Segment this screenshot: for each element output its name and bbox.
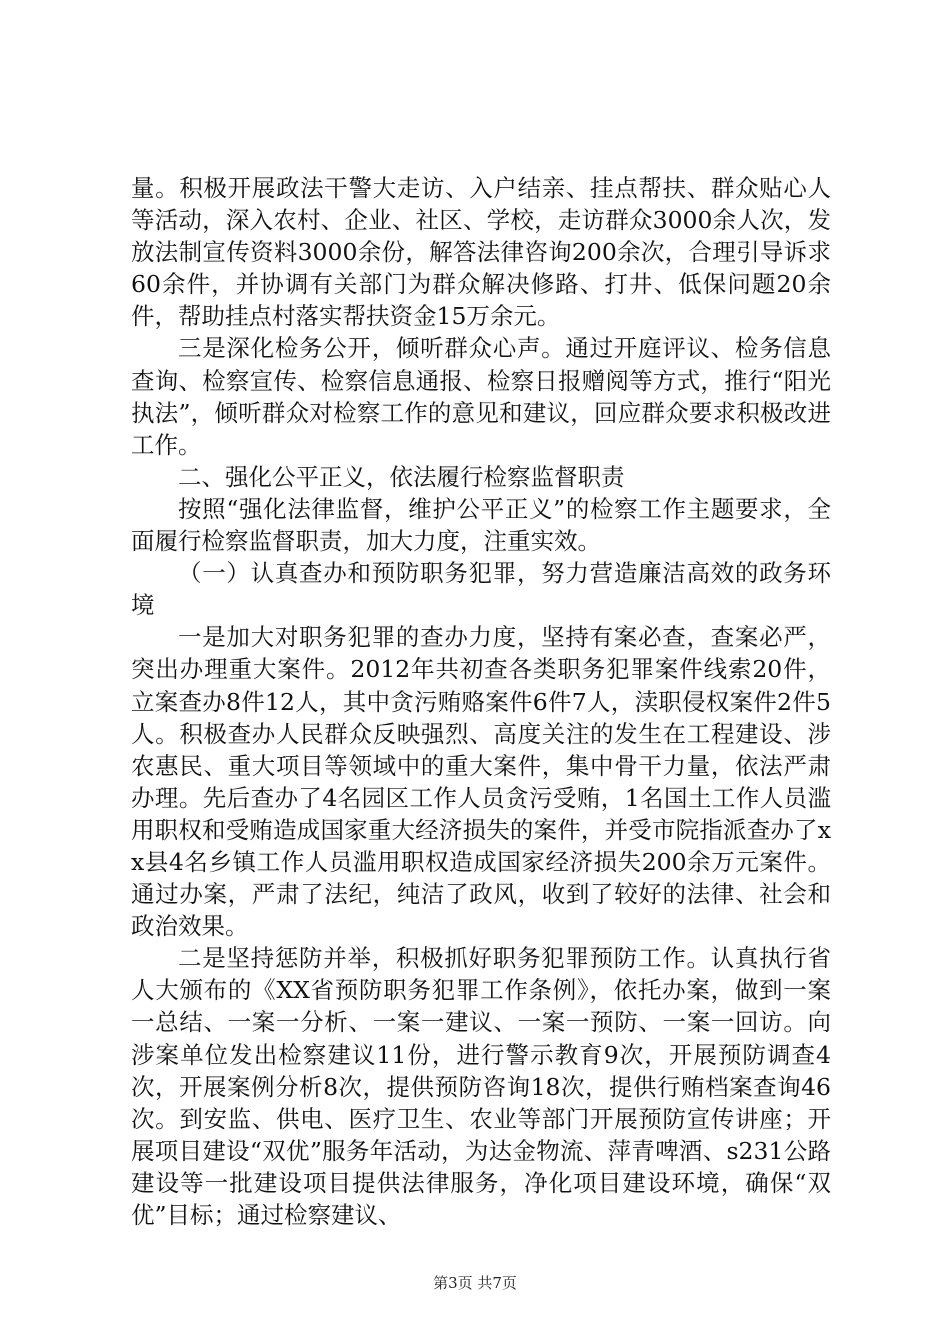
paragraph-item-three: 三是深化检务公开，倾听群众心声。通过开庭评议、检务信息查询、检察宣传、检察信息通报、检察日报赠阅等方式，推行“阳光执法”，倾听群众对检察工作的意见和建议，回应群众要求积极改进工作。 — [131, 334, 831, 459]
page-footer: 第3页 共7页 — [433, 1274, 517, 1292]
paragraph-section-intro: 按照“强化法律监督，维护公平正义”的检察工作主题要求，全面履行检察监督职责，加大力度，注重实效。 — [131, 494, 831, 556]
paragraph-item-one: 一是加大对职务犯罪的查办力度，坚持有案必查，查案必严，突出办理重大案件。2012年共初查各类职务犯罪案件线索20件，立案查办8件12人，其中贪污贿赂案件6件7人，渎职侵权案件2件5人。积极查办人民群众反映强烈、高度关注的发生在工程建设、涉农惠民、重大项目等领域中的重大案件，集中骨干力量，依法严肃办理。先后查办了4名园区工作人员贪污受贿，1名国土工作人员滥用职权和受贿造成国家重大经济损失的案件，并受市院指派查办了xx县4名乡镇工作人员滥用职权造成国家经济损失200余万元案件。通过办案，严肃了法纪，纯洁了政风，收到了较好的法律、社会和政治效果。 — [131, 623, 831, 941]
subsection-heading-one: （一）认真查办和预防职务犯罪，努力营造廉洁高效的政务环境 — [131, 559, 831, 620]
section-heading-two: 二、强化公平正义，依法履行检察监督职责 — [178, 462, 625, 491]
paragraph-item-two: 二是坚持惩防并举，积极抓好职务犯罪预防工作。认真执行省人大颁布的《XX省预防职务犯罪工作条例》，依托办案，做到一案一总结、一案一分析、一案一建议、一案一预防、一案一回访。向涉案单位发出检察建议11份，进行警示教育9次，开展预防调查4次，开展案例分析8次，提供预防咨询18次，提供行贿档案查询46次。到安监、供电、医疗卫生、农业等部门开展预防宣传讲座；开展项目建设“双优”服务年活动，为达金物流、萍青啤酒、s231公路建设等一批建设项目提供法律服务，净化项目建设环境，确保“双优”目标；通过检察建议、 — [131, 944, 831, 1229]
paragraph-continued: 量。积极开展政法干警大走访、入户结亲、挂点帮扶、群众贴心人等活动，深入农村、企业、社区、学校，走访群众3000余人次，发放法制宣传资料3000余份，解答法律咨询200余次，合理引导诉求60余件，并协调有关部门为群众解决修路、打井、低保问题20余件，帮助挂点村落实帮扶资金15万余元。 — [131, 174, 831, 331]
document-body — [131, 172, 831, 1231]
